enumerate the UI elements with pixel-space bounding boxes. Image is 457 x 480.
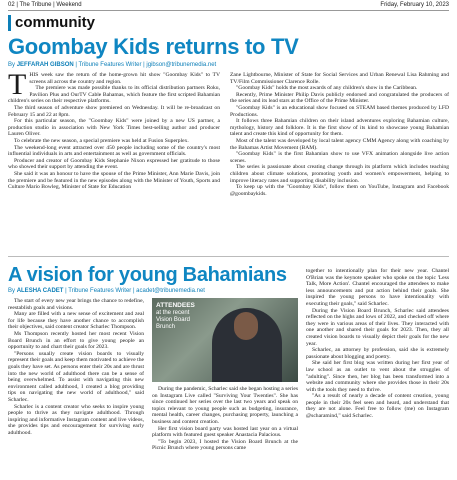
article2-column-3 <box>306 268 449 480</box>
header-left: 02 | The Tribune | Weekend <box>8 2 82 8</box>
page-header <box>8 2 449 11</box>
paragraph: The series is passionate about creating change through its platform which includes teaching children about climate solutions, promoting youth and women's empowerment, helping to improve literacy rates and supporting disability inclusion. <box>230 164 449 184</box>
paragraph: "Goombay Kids" is an educational show focused on STEAM based themes produced by LFD Productions. <box>230 104 449 118</box>
paragraph: "To begin 2023, I hosted the Vision Board Brunch at the Picnic Brunch where young persons came <box>152 438 298 452</box>
article1-column-1 <box>8 72 220 254</box>
section-divider <box>8 256 449 257</box>
article2-title: A vision for young Bahamians <box>8 264 287 286</box>
paragraph: Producer and creator of Goombay Kids Stephanie Nixon expressed her gratitude to those who showed their support by attending the event. <box>8 157 220 171</box>
article1-column-2 <box>230 72 449 254</box>
paragraph: To celebrate the new season, a special premiere was held at Fusion Superplex. <box>14 137 189 144</box>
paragraph: During the Vision Board Brunch, Scharlec said attendees reflected on the highs and lows of 2022, and checked off where they were in various areas of their lives. They interacted with one another and shared their goals for 2023. Then, they all created vision boards to visually depict their goals for the new year. <box>306 307 449 347</box>
article2-photo <box>152 298 298 382</box>
section-bar <box>8 15 11 31</box>
article2-byline: By ALESHA CADET | Tribune Features Writer | acadet@tribunemedia.net <box>8 288 205 294</box>
photo-face <box>234 312 258 340</box>
paragraph: Scharlec, an attorney by profession, said she is extremely passionate about blogging and poetry. <box>306 347 449 360</box>
article1-title: Goombay Kids returns to TV <box>8 34 299 59</box>
article1-dropcap: T <box>8 72 27 101</box>
paragraph: together to intentionally plan for their new year. Chantel O'Brian was the keynote speaker who spoke on the topic 'Less Talk, More Action'. Chantel encouraged the attendees to make less announcements and put action behind their goals. She inspired the young persons to have intentionality with executing their goals," said Scharlec. <box>306 268 449 307</box>
paragraph: Most of the talent was developed by local talent agency CMM Agency along with coaching by the Bahamas Artist Movement (BAM). <box>230 137 449 151</box>
article2-author: ALESHA CADET <box>16 288 64 294</box>
article2-column-1 <box>8 298 144 480</box>
paragraph: To keep up with the "Goombay Kids", follow them on YouTube, Instagram and Facebook @goombaykids. <box>230 184 449 197</box>
paragraph: The weekend-long event attracted over 450 people including some of the country's most influential individuals in arts and entertainment as well as government officials. <box>8 144 220 158</box>
article1-byline: By JEFFARAH GIBSON | Tribune Features Writer | jgibson@tribunemedia.net <box>8 62 217 68</box>
paragraph: "Goombay Kids" holds the most awards of any children's show in the Caribbean. <box>236 85 418 92</box>
paragraph: She said it was an honour to have the spouse of the Prime Minister, Ann Marie Davis, join the premiere and be featured in the new episodes along with the Minister of Youth, Sports and Culture Mario Bowleg, Minister of State for Education <box>8 170 220 191</box>
paragraph: It follows three Bahamian children on their island adventures exploring Bahamian culture, mythology, history and folklore. It is the first show of its kind to showcase young Bahamian talent and create this kind of opportunity for them. <box>230 118 449 138</box>
paragraph: "Persons usually create vision boards to visually represent their goals and keep them motivated to achieve the goals they have set. As persons enter their 20s and are thrust into the new world of adulthood there can be a sense of being overwhelmed. To assist with navigating this new environment called adulthood, I created a blog providing tips on navigating the new world of adulthood," said Scharlec. <box>8 350 144 403</box>
section-title: community <box>15 14 96 31</box>
paragraph: "As a result of nearly a decade of content creation, young people in their 20s feel seen and heard, and understand that they are not alone. Feel free to follow (me) on Instagram @scharamind," said Scharlec. <box>306 393 449 420</box>
paragraph: The start of every new year brings the chance to redefine, reestablish goals and visions. <box>8 298 144 311</box>
paragraph: Many are filled with a new sense of excitement and zeal for life because they have another chance to accomplish their objectives, said content creator Scharlec Thompson. <box>8 311 144 331</box>
paragraph: The premiere was made possible thanks to its official distribution partners Roku, Pavilion Plus and OurTV Cable Bahamas, which feature the first scripted Bahamian children's series on their respective platforms. <box>8 85 220 105</box>
section-label <box>8 14 95 31</box>
article2-author-role: | Tribune Features Writer | acadet@tribunemedia.net <box>65 288 205 294</box>
paragraph: Her first vision board party was hosted last year on a virtual platform with featured guest speaker Anastacia Palacious. <box>152 425 298 439</box>
paragraph: Scharlec is a content creator who seeks to inspire young people to thrive as they navigate adulthood. Through inspiring and informative Instagram content and live videos, she provides tips and encouragement for surviving early adulthood. <box>8 403 144 436</box>
paragraph: "Goombay Kids" is the first Bahamian show to use VFX animation alongside live action scenes. <box>230 151 449 164</box>
article1-author: JEFFARAH GIBSON <box>16 62 74 68</box>
paragraph: For this particular season, the "Goombay Kids" were joined by a new US partner, a production studio in association with New York Times best-selling author and producer Lauren Oliver. <box>8 118 220 138</box>
paragraph: During the pandemic, Scharlec said she began hosting a series on Instagram Live called "Surviving Your Twenties". She has since continued her series over the last two years and speak on topics relevant to young people such as budgeting, insurance, mental health, career changes, purchasing property, launching a business and content creation. <box>152 386 298 425</box>
paragraph: The third season of adventure show premiered on Wednesday. It will be re-broadcast on February 15 and 22 at 8pm. <box>8 104 220 118</box>
article1-author-role: | Tribune Features Writer | jgibson@tribunemedia.net <box>75 62 217 68</box>
paragraph: HIS week saw the return of the home-grown hit show "Goombay Kids" to TV screens all across the country and region. <box>29 72 220 85</box>
paragraph: Zane Lightbourne, Minister of State for Social Services and Urban Renewal Lisa Rahming and TV/Film Commissioner Clarence Rolle. <box>230 72 449 85</box>
paragraph: Recently, Prime Minister Philip Davis publicly endorsed and congratulated the producers of the series and its lead stars at the Office of the Prime Minister. <box>230 91 449 105</box>
photo-caption: ATTENDEES at the recent Vision Board Brunch <box>156 302 195 330</box>
header-date: Friday, February 10, 2023 <box>380 2 449 8</box>
paragraph: She said her first blog was written during her first year of law school as an outlet to vent about the struggles of "adulting". Since then, her blog has been transformed into a website and community where she provides those in their 20s with the tools they need to thrive. <box>306 360 449 393</box>
article2-column-2 <box>152 386 298 480</box>
paragraph: Ms Thompson recently hosted her most recent Vision Board Brunch in an effort to give young people an opportunity to and chart their goals for 2023. <box>8 330 144 351</box>
